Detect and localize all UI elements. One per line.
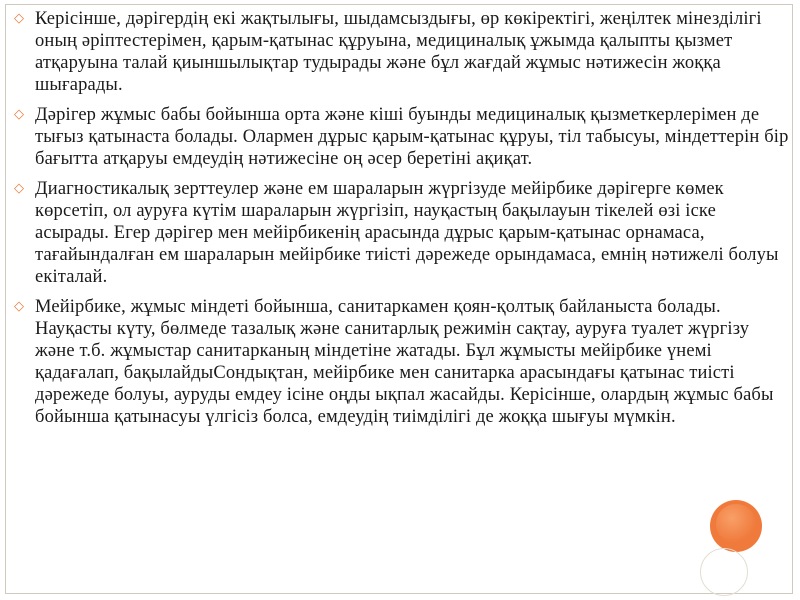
hollow-diamond-bullet-icon: ◇ [14, 299, 25, 314]
bullet-paragraph-3 [14, 178, 792, 288]
bullet-paragraph-2 [14, 104, 792, 170]
bullet-paragraph-1 [14, 8, 792, 96]
hollow-diamond-bullet-icon: ◇ [14, 181, 25, 196]
paragraph-text: Керісінше, дәрігердің екі жақтылығы, шыдамсыздығы, өр көкіректігі, жеңілтек мінезділігі оның әріптестерімен, қарым-қатынас құруына, медициналық ұжымда қалыпты қызмет атқаруына талай қиыншылықтар тудырады және бұл жағдай жұмыс нәтижесін жоққа шығарады. [35, 9, 762, 95]
paragraph-text: Диагностикалық зерттеулер және ем шараларын жүргізуде мейірбике дәрігерге көмек көрсетіп, ол ауруға күтім шараларын жүргізіп, науқастың бақылауын тікелей өзі іске асырады. Егер дәрігер мен мейірбикенің арасында дұрыс қарым-қатынас орнамаса, тағайындалған ем шараларын мейірбике тиісті дәрежеде орындамаса, емнің нәтижелі болуы екіталай. [35, 179, 779, 287]
hollow-diamond-bullet-icon: ◇ [14, 107, 25, 122]
paragraph-text: Мейірбике, жұмыс міндеті бойынша, санитаркамен қоян-қолтық байланыста болады. Науқасты күту, бөлмеде тазалық және санитарлық режимін сақтау, ауруға туалет жүргізу және т.б. жұмыстар санитарканың міндетіне жатады. Бұл жұмысты мейірбике үнемі қадағалап, бақылайдыСондықтан, мейірбике мен санитарка арасындағы қатынас тиісті дәрежеде болуы, ауруды емдеу ісіне оңды ықпал жасайды. Керісінше, олардың жұмыс бабы бойынша қатынасуы үлгісіз болса, емдеудің тиімділігі де жоққа шығуы мүмкін. [35, 297, 774, 427]
orange-circle-decoration [710, 500, 762, 552]
slide-body [14, 8, 792, 436]
paragraph-text: Дәрігер жұмыс бабы бойынша орта және кіші буынды медициналық қызметкерлерімен де тығыз қатынаста болады. Олармен дұрыс қарым-қатынас құруы, тіл табысуы, міндеттерін бір бағытта атқаруы емдеудің нәтижесіне оң әсер беретіні ақиқат. [35, 105, 789, 169]
hollow-diamond-bullet-icon: ◇ [14, 11, 25, 26]
bullet-paragraph-4 [14, 296, 792, 428]
outline-circle-decoration [700, 548, 748, 596]
